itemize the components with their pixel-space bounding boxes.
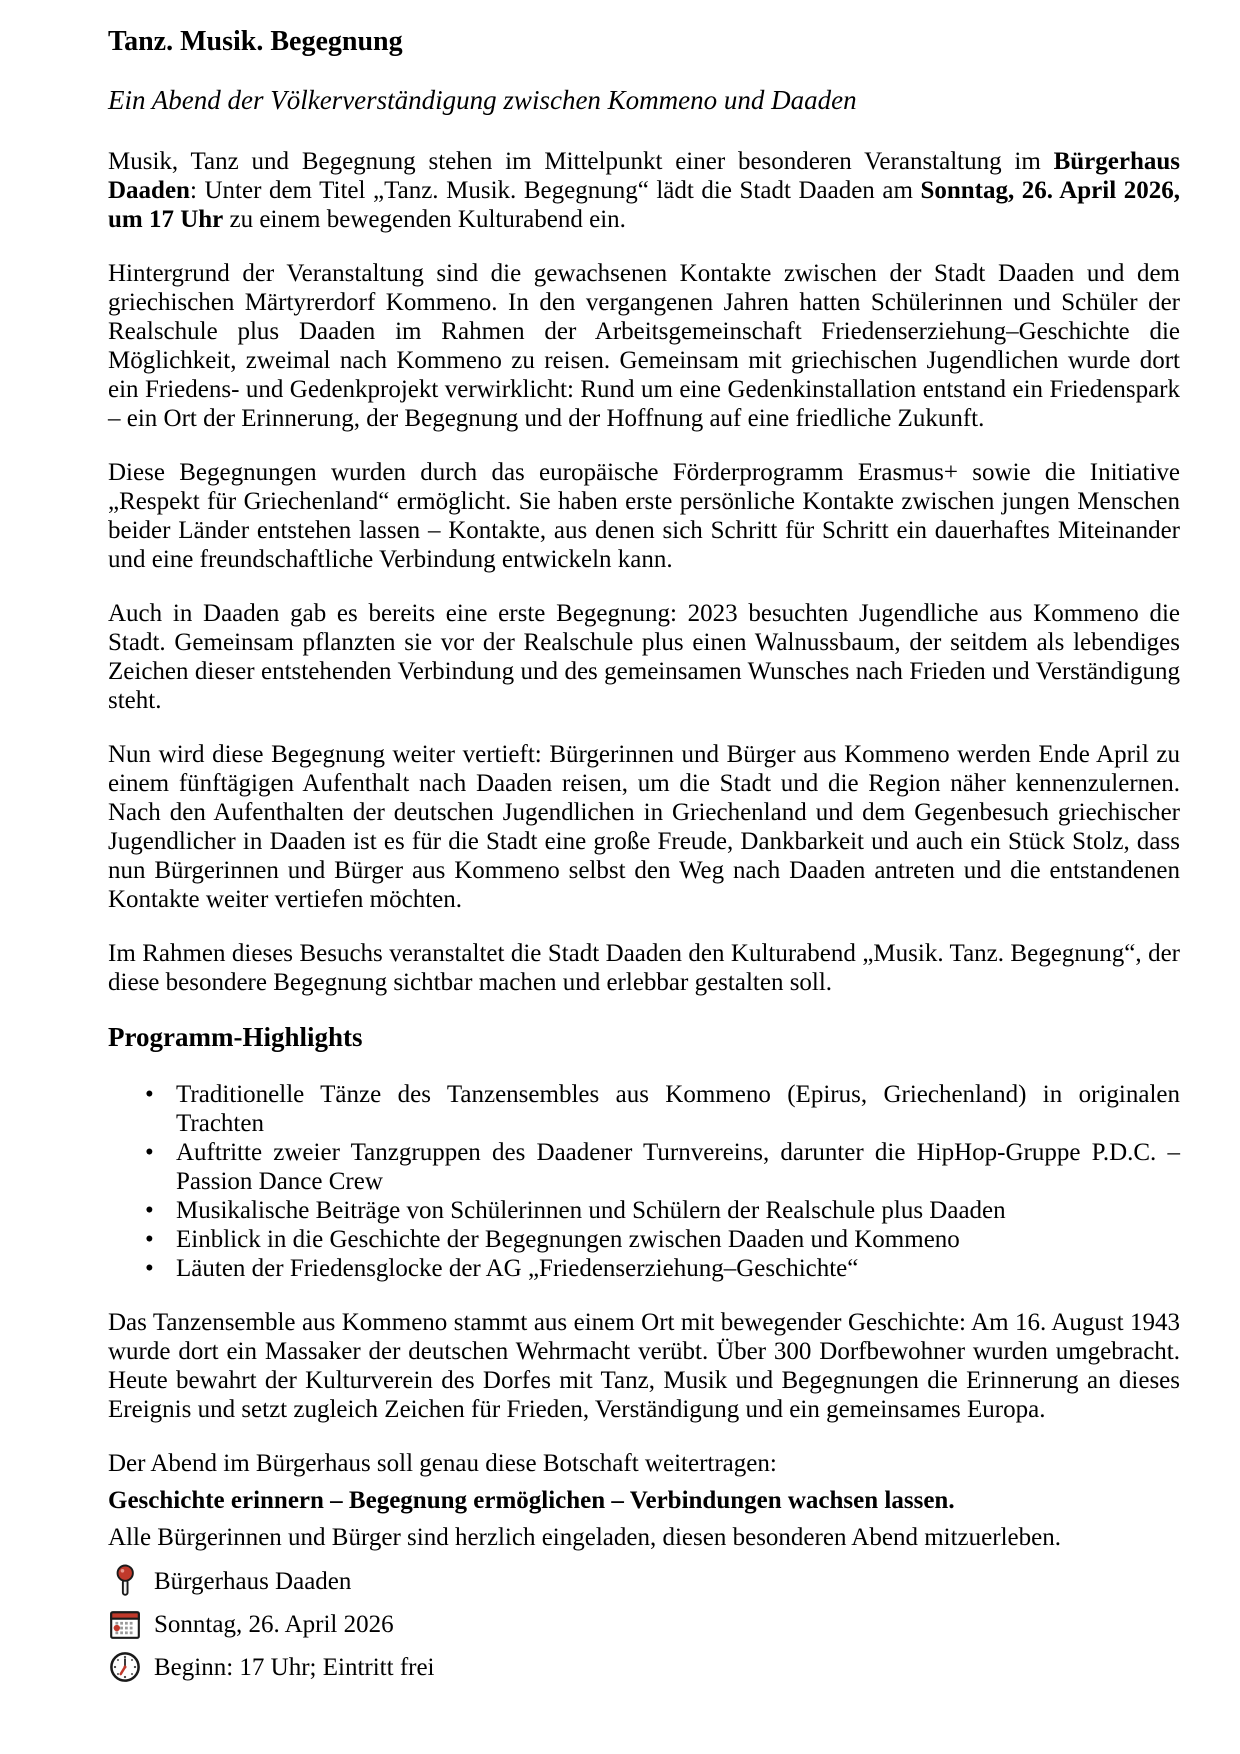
closing-lead-line: Der Abend im Bürgerhaus soll genau diese Botschaft weitertragen: <box>108 1450 777 1477</box>
event-time-label: Beginn: 17 Uhr; Eintritt frei <box>154 1653 435 1681</box>
paragraph-intro: Musik, Tanz und Begegnung stehen im Mittelpunkt einer besonderen Veranstaltung im Bürgerhaus Daaden: Unter dem Titel „Tanz. Musik. Begegnung“ lädt die Stadt Daaden am Sonntag, 26. April 2026, um 17 Uhr zu einem bewegenden Kulturabend ein. <box>108 148 1180 233</box>
paragraph-kulturabend: Im Rahmen dieses Besuchs veranstaltet die Stadt Daaden den Kulturabend „Musik. Tanz. Begegnung“, der diese besondere Begegnung sichtbar machen und erlebbar gestalten soll. <box>108 940 1180 996</box>
list-item-history-insight: • Einblick in die Geschichte der Begegnungen zwischen Daaden und Kommeno <box>176 1225 1180 1254</box>
calendar-icon <box>108 1607 142 1641</box>
list-item-peace-bell: • Läuten der Friedensglocke der AG „Friedenserziehung–Geschichte“ <box>176 1254 1180 1283</box>
paragraph-erasmus: Diese Begegnungen wurden durch das europäische Förderprogramm Erasmus+ sowie die Initiative „Respekt für Griechenland“ ermöglicht. Sie haben erste persönliche Kontakte zwischen jungen Menschen beider Länder entstehen lassen – Kontakte, aus denen sich Schritt für Schritt ein dauerhaftes Miteinander und eine freundschaftliche Verbindung entwickeln kann. <box>108 459 1180 573</box>
event-location-line <box>108 1564 1180 1598</box>
program-highlights-list <box>108 1080 1180 1283</box>
paragraph-return-visit: Nun wird diese Begegnung weiter vertieft: Bürgerinnen und Bürger aus Kommeno werden Ende April zu einem fünftägigen Aufenthalt nach Daaden reisen, um die Stadt und die Region näher kennenzulernen. Nach den Aufenthalten der deutschen Jugendlichen in Griechenland und dem Gegenbesuch griechischer Jugendlicher in Daaden ist es für die Stadt eine große Freude, Dankbarkeit und auch ein Stück Stolz, dass nun Bürgerinnen und Bürger aus Kommeno selbst den Weg nach Daaden antreten und die entstandenen Kontakte weiter vertiefen möchten. <box>108 741 1180 913</box>
list-item-dance-groups: • Auftritte zweier Tanzgruppen des Daadener Turnvereins, darunter die HipHop-Gruppe P.D.C. – Passion Dance Crew <box>176 1138 1180 1196</box>
event-date-label: Sonntag, 26. April 2026 <box>154 1610 394 1638</box>
event-location-label: Bürgerhaus Daaden <box>154 1567 352 1595</box>
event-time-line <box>108 1650 1180 1684</box>
section-heading-program-highlights: Programm-Highlights <box>108 1022 363 1052</box>
document-subtitle: Ein Abend der Völkerverständigung zwischen Kommeno und Daaden <box>108 85 857 115</box>
event-date-line <box>108 1607 1180 1641</box>
closing-invitation-line: Alle Bürgerinnen und Bürger sind herzlich eingeladen, diesen besonderen Abend mitzuerleben. <box>108 1524 1061 1551</box>
clock-icon <box>108 1650 142 1684</box>
list-item-traditional-dances: • Traditionelle Tänze des Tanzensembles aus Kommeno (Epirus, Griechenland) in originalen Trachten <box>176 1080 1180 1138</box>
list-item-music-contributions: • Musikalische Beiträge von Schülerinnen und Schülern der Realschule plus Daaden <box>176 1196 1180 1225</box>
paragraph-ensemble-history: Das Tanzensemble aus Kommeno stammt aus einem Ort mit bewegender Geschichte: Am 16. August 1943 wurde dort ein Massaker der deutschen Wehrmacht verübt. Über 300 Dorfbewohner wurden umgebracht. Heute bewahrt der Kulturverein des Dorfes mit Tanz, Musik und Begegnungen die Erinnerung an dieses Ereignis und setzt zugleich Zeichen für Frieden, Verständigung und ein gemeinsames Europa. <box>108 1309 1180 1423</box>
paragraph-first-visit: Auch in Daaden gab es bereits eine erste Begegnung: 2023 besuchten Jugendliche aus Kommeno die Stadt. Gemeinsam pflanzten sie vor der Realschule plus einen Walnussbaum, der seitdem als lebendiges Zeichen dieser entstehenden Verbindung und des gemeinsamen Wunsches nach Frieden und Verständigung steht. <box>108 600 1180 714</box>
closing-motto-line: Geschichte erinnern – Begegnung ermöglichen – Verbindungen wachsen lassen. <box>108 1487 955 1514</box>
page-title: Tanz. Musik. Begegnung <box>108 26 403 57</box>
paragraph-background: Hintergrund der Veranstaltung sind die gewachsenen Kontakte zwischen der Stadt Daaden und dem griechischen Märtyrerdorf Kommeno. In den vergangenen Jahren hatten Schülerinnen und Schüler der Realschule plus Daaden im Rahmen der Arbeitsgemeinschaft Friedenserziehung–Geschichte die Möglichkeit, zweimal nach Kommeno zu reisen. Gemeinsam mit griechischen Jugendlichen wurde dort ein Friedens- und Gedenkprojekt verwirklicht: Rund um eine Gedenkinstallation entstand ein Friedenspark – ein Ort der Erinnerung, der Begegnung und der Hoffnung auf eine friedliche Zukunft. <box>108 260 1180 432</box>
location-pin-icon <box>108 1564 142 1598</box>
